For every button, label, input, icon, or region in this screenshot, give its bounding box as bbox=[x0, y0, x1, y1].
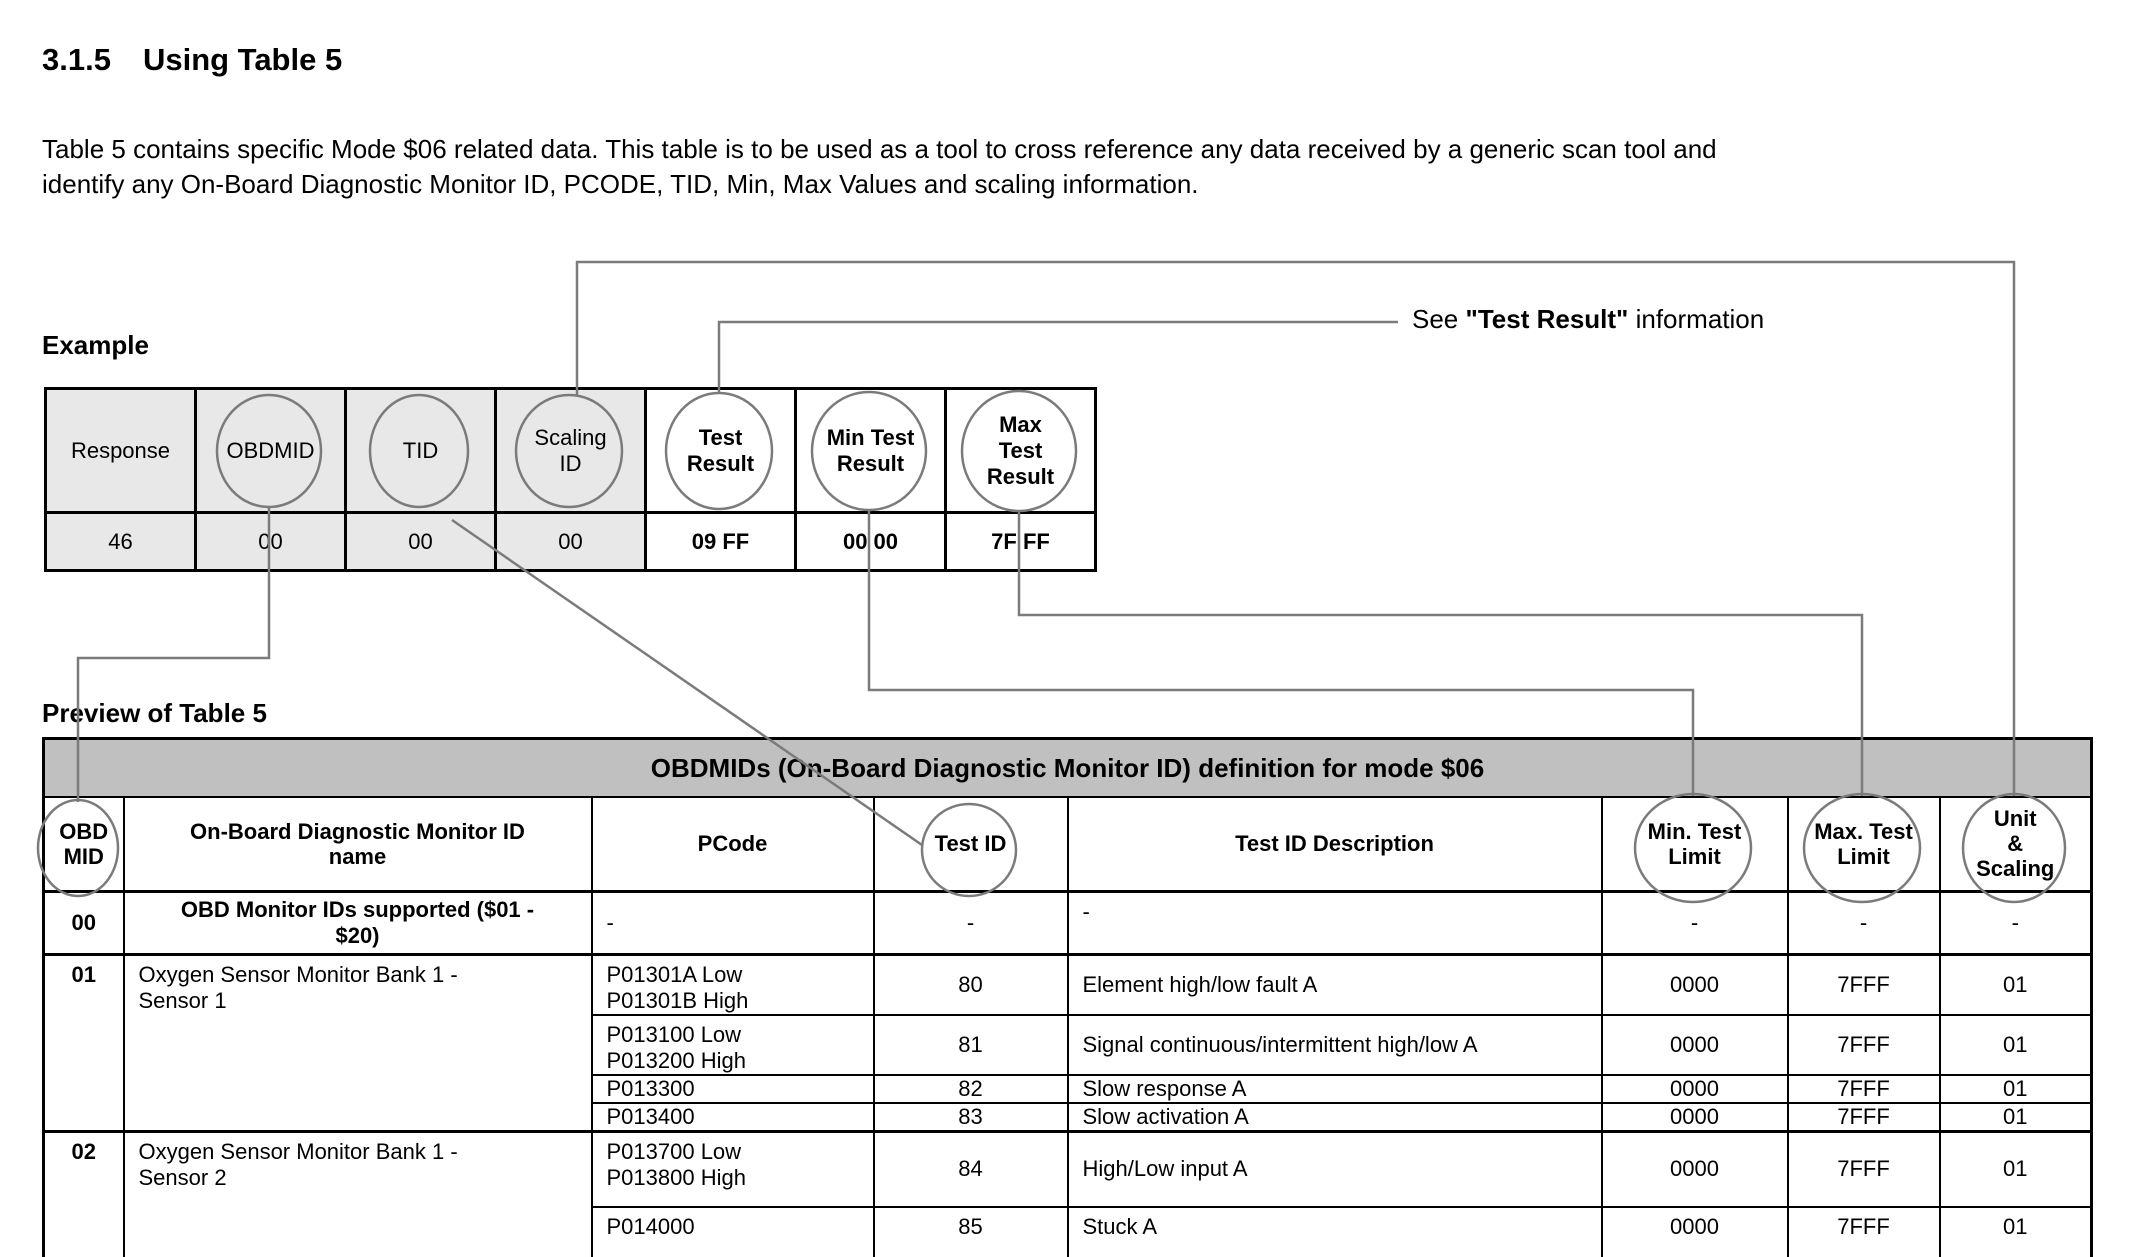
cell-description: Element high/low fault A bbox=[1068, 954, 1602, 1015]
cell-min: 0000 bbox=[1602, 1015, 1788, 1075]
cell-max: 7FFF bbox=[1788, 1015, 1940, 1075]
example-header-row bbox=[46, 389, 1096, 513]
section-number: 3.1.5 bbox=[42, 42, 111, 77]
example-header-test-result: Test Result bbox=[646, 389, 796, 513]
table-row bbox=[44, 891, 2092, 954]
cell-unit: 01 bbox=[1940, 1075, 2092, 1103]
preview-header-pcode: PCode bbox=[592, 797, 874, 891]
example-value-max-test-result: 7F FF bbox=[946, 513, 1096, 571]
section-heading bbox=[42, 42, 342, 78]
cell-min: 0000 bbox=[1602, 1131, 1788, 1207]
cell-description: High/Low input A bbox=[1068, 1131, 1602, 1207]
cell-max: 7FFF bbox=[1788, 1075, 1940, 1103]
preview-table-title: OBDMIDs (On-Board Diagnostic Monitor ID) definition for mode $06 bbox=[44, 739, 2092, 798]
cell-description: Slow response A bbox=[1068, 1075, 1602, 1103]
cell-unit: 01 bbox=[1940, 1103, 2092, 1132]
test-result-annotation bbox=[1412, 304, 1764, 335]
example-table bbox=[44, 387, 1097, 572]
example-header-obdmid: OBDMID bbox=[196, 389, 346, 513]
cell-pcode: P013300 bbox=[592, 1075, 874, 1103]
preview-header-test-id: Test ID bbox=[874, 797, 1068, 891]
example-value-response: 46 bbox=[46, 513, 196, 571]
cell-mid: 02 bbox=[44, 1131, 124, 1257]
cell-min: 0000 bbox=[1602, 1207, 1788, 1257]
cell-test-id: 81 bbox=[874, 1015, 1068, 1075]
example-value-test-result: 09 FF bbox=[646, 513, 796, 571]
example-value-row bbox=[46, 513, 1096, 571]
table-row bbox=[44, 1131, 2092, 1207]
preview-table bbox=[42, 737, 2093, 1257]
section-title: Using Table 5 bbox=[142, 42, 343, 77]
cell-monitor-name: OBD Monitor IDs supported ($01 - $20) bbox=[124, 891, 592, 954]
preview-label: Preview of Table 5 bbox=[42, 698, 267, 728]
cell-min: 0000 bbox=[1602, 1103, 1788, 1132]
example-label: Example bbox=[42, 330, 149, 360]
example-value-scaling-id: 00 bbox=[496, 513, 646, 571]
cell-unit: - bbox=[1940, 891, 2092, 954]
cell-test-id: 83 bbox=[874, 1103, 1068, 1132]
cell-description: - bbox=[1068, 891, 1602, 954]
cell-monitor-name: Oxygen Sensor Monitor Bank 1 - Sensor 2 bbox=[124, 1131, 592, 1257]
example-header-response: Response bbox=[46, 389, 196, 513]
cell-unit: 01 bbox=[1940, 1015, 2092, 1075]
table-row bbox=[44, 954, 2092, 1015]
cell-max: 7FFF bbox=[1788, 1207, 1940, 1257]
example-header-min-test-result: Min Test Result bbox=[796, 389, 946, 513]
preview-header-obd-mid: OBD MID bbox=[44, 797, 124, 891]
cell-pcode: P013400 bbox=[592, 1103, 874, 1132]
cell-unit: 01 bbox=[1940, 1131, 2092, 1207]
cell-mid: 01 bbox=[44, 954, 124, 1131]
cell-description: Signal continuous/intermittent high/low A bbox=[1068, 1015, 1602, 1075]
preview-header-test-id-description: Test ID Description bbox=[1068, 797, 1602, 891]
cell-test-id: 85 bbox=[874, 1207, 1068, 1257]
intro-paragraph bbox=[42, 132, 1717, 202]
example-header-scaling-id: Scaling ID bbox=[496, 389, 646, 513]
intro-line-2: identify any On-Board Diagnostic Monitor ID, PCODE, TID, Min, Max Values and scaling information. bbox=[42, 169, 1199, 199]
example-value-obdmid: 00 bbox=[196, 513, 346, 571]
cell-max: 7FFF bbox=[1788, 1131, 1940, 1207]
cell-monitor-name: Oxygen Sensor Monitor Bank 1 - Sensor 1 bbox=[124, 954, 592, 1131]
cell-mid: 00 bbox=[44, 891, 124, 954]
cell-test-id: - bbox=[874, 891, 1068, 954]
cell-pcode: P013100 Low P013200 High bbox=[592, 1015, 874, 1075]
example-header-tid: TID bbox=[346, 389, 496, 513]
preview-header-unit-scaling: Unit & Scaling bbox=[1940, 797, 2092, 891]
annotation-suffix: information bbox=[1628, 304, 1765, 334]
preview-title-row bbox=[44, 739, 2092, 798]
cell-max: 7FFF bbox=[1788, 954, 1940, 1015]
cell-pcode: P014000 bbox=[592, 1207, 874, 1257]
preview-header-min-test-limit: Min. Test Limit bbox=[1602, 797, 1788, 891]
cell-test-id: 82 bbox=[874, 1075, 1068, 1103]
cell-max: - bbox=[1788, 891, 1940, 954]
cell-unit: 01 bbox=[1940, 1207, 2092, 1257]
annotation-prefix: See bbox=[1412, 304, 1466, 334]
cell-description: Stuck A bbox=[1068, 1207, 1602, 1257]
example-value-min-test-result: 00 00 bbox=[796, 513, 946, 571]
cell-unit: 01 bbox=[1940, 954, 2092, 1015]
cell-min: - bbox=[1602, 891, 1788, 954]
preview-header-row bbox=[44, 797, 2092, 891]
cell-max: 7FFF bbox=[1788, 1103, 1940, 1132]
cell-min: 0000 bbox=[1602, 1075, 1788, 1103]
intro-line-1: Table 5 contains specific Mode $06 related data. This table is to be used as a tool to cross reference any data received by a generic scan tool and bbox=[42, 134, 1717, 164]
cell-pcode: P013700 Low P013800 High bbox=[592, 1131, 874, 1207]
preview-header-max-test-limit: Max. Test Limit bbox=[1788, 797, 1940, 891]
preview-header-monitor-name: On-Board Diagnostic Monitor ID name bbox=[124, 797, 592, 891]
cell-test-id: 80 bbox=[874, 954, 1068, 1015]
cell-pcode: - bbox=[592, 891, 874, 954]
annotation-emphasis: "Test Result" bbox=[1465, 304, 1629, 334]
cell-pcode: P01301A Low P01301B High bbox=[592, 954, 874, 1015]
cell-description: Slow activation A bbox=[1068, 1103, 1602, 1132]
example-value-tid: 00 bbox=[346, 513, 496, 571]
cell-test-id: 84 bbox=[874, 1131, 1068, 1207]
cell-min: 0000 bbox=[1602, 954, 1788, 1015]
connector-test-result-to-annotation bbox=[719, 322, 1398, 394]
example-header-max-test-result: Max Test Result bbox=[946, 389, 1096, 513]
